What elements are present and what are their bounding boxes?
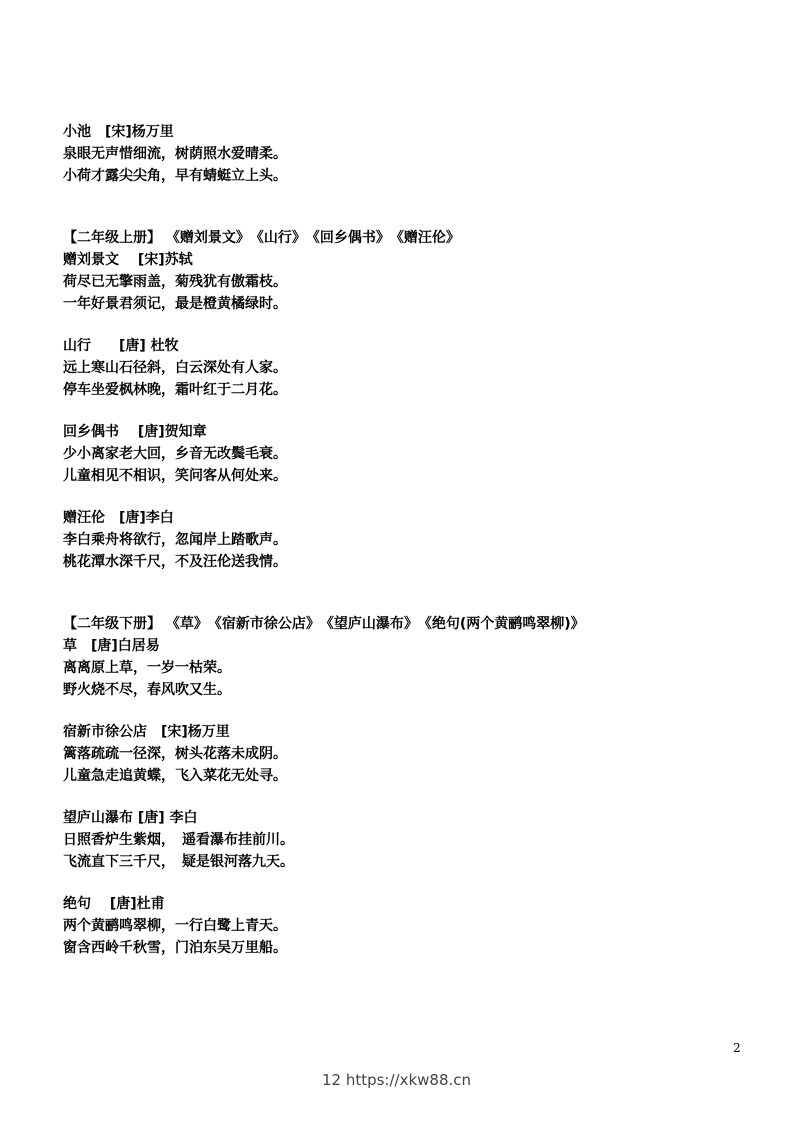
document-body — [63, 121, 743, 959]
poem-title-suxinshi: 宿新市徐公店 [宋]杨万里 — [63, 724, 230, 740]
section-header-grade2-up: 【二年级上册】 《赠刘景文》 《山行》 《回乡偶书》 《赠汪伦》 — [63, 230, 460, 246]
poem-line: 远上寒山石径斜，白云深处有人家。 — [63, 360, 287, 376]
poem-line: 篱落疏疏一径深，树头花落未成阴。 — [63, 746, 287, 762]
poem-title-wanglushan: 望庐山瀑布 [唐] 李白 — [63, 810, 198, 826]
footer-url: 12 https://xkw88.cn — [321, 1071, 472, 1089]
poem-line: 两个黄鹂鸣翠柳，一行白鹭上青天。 — [63, 918, 287, 934]
poem-line: 小荷才露尖尖角，早有蜻蜓立上头。 — [63, 168, 287, 184]
section-header-grade2-down: 【二年级下册】 《草》 《宿新市徐公店》 《望庐山瀑布》 《绝句(两个黄鹂鸣翠柳)》 — [63, 616, 585, 632]
poem-line: 窗含西岭千秋雪，门泊东吴万里船。 — [63, 940, 287, 956]
poem-line: 儿童急走追黄蝶，飞入菜花无处寻。 — [63, 768, 287, 784]
poem-line: 野火烧不尽，春风吹又生。 — [63, 682, 231, 698]
poem-title-jueju: 绝句 [唐]杜甫 — [63, 896, 165, 912]
page-number: 2 — [733, 1041, 741, 1055]
poem-title-huixiang: 回乡偶书 [唐]贺知章 — [63, 424, 207, 440]
poem-line: 飞流直下三千尺， 疑是银河落九天。 — [63, 854, 294, 870]
poem-title-shanxing: 山行 [唐] 杜牧 — [63, 338, 179, 354]
poem-line: 泉眼无声惜细流，树荫照水爱晴柔。 — [63, 146, 287, 162]
poem-line: 儿童相见不相识，笑问客从何处来。 — [63, 468, 287, 484]
poem-title-cao: 草 [唐]白居易 — [63, 638, 160, 654]
poem-line: 李白乘舟将欲行，忽闻岸上踏歌声。 — [63, 532, 287, 548]
poem-line: 少小离家老大回，乡音无改鬓毛衰。 — [63, 446, 287, 462]
poem-line: 荷尽已无擎雨盖，菊残犹有傲霜枝。 — [63, 274, 287, 290]
poem-title-xiaochi: 小池 [宋]杨万里 — [63, 124, 174, 140]
poem-line: 日照香炉生紫烟， 遥看瀑布挂前川。 — [63, 832, 294, 848]
poem-line: 停车坐爱枫林晚，霜叶红于二月花。 — [63, 382, 287, 398]
poem-line: 桃花潭水深千尺，不及汪伦送我情。 — [63, 554, 287, 570]
poem-title-zengwang: 赠汪伦 [唐]李白 — [63, 510, 174, 526]
poem-title-zengliu: 赠刘景文 [宋]苏轼 — [63, 252, 193, 268]
poem-line: 离离原上草，一岁一枯荣。 — [63, 660, 231, 676]
poem-line: 一年好景君须记，最是橙黄橘绿时。 — [63, 296, 287, 312]
